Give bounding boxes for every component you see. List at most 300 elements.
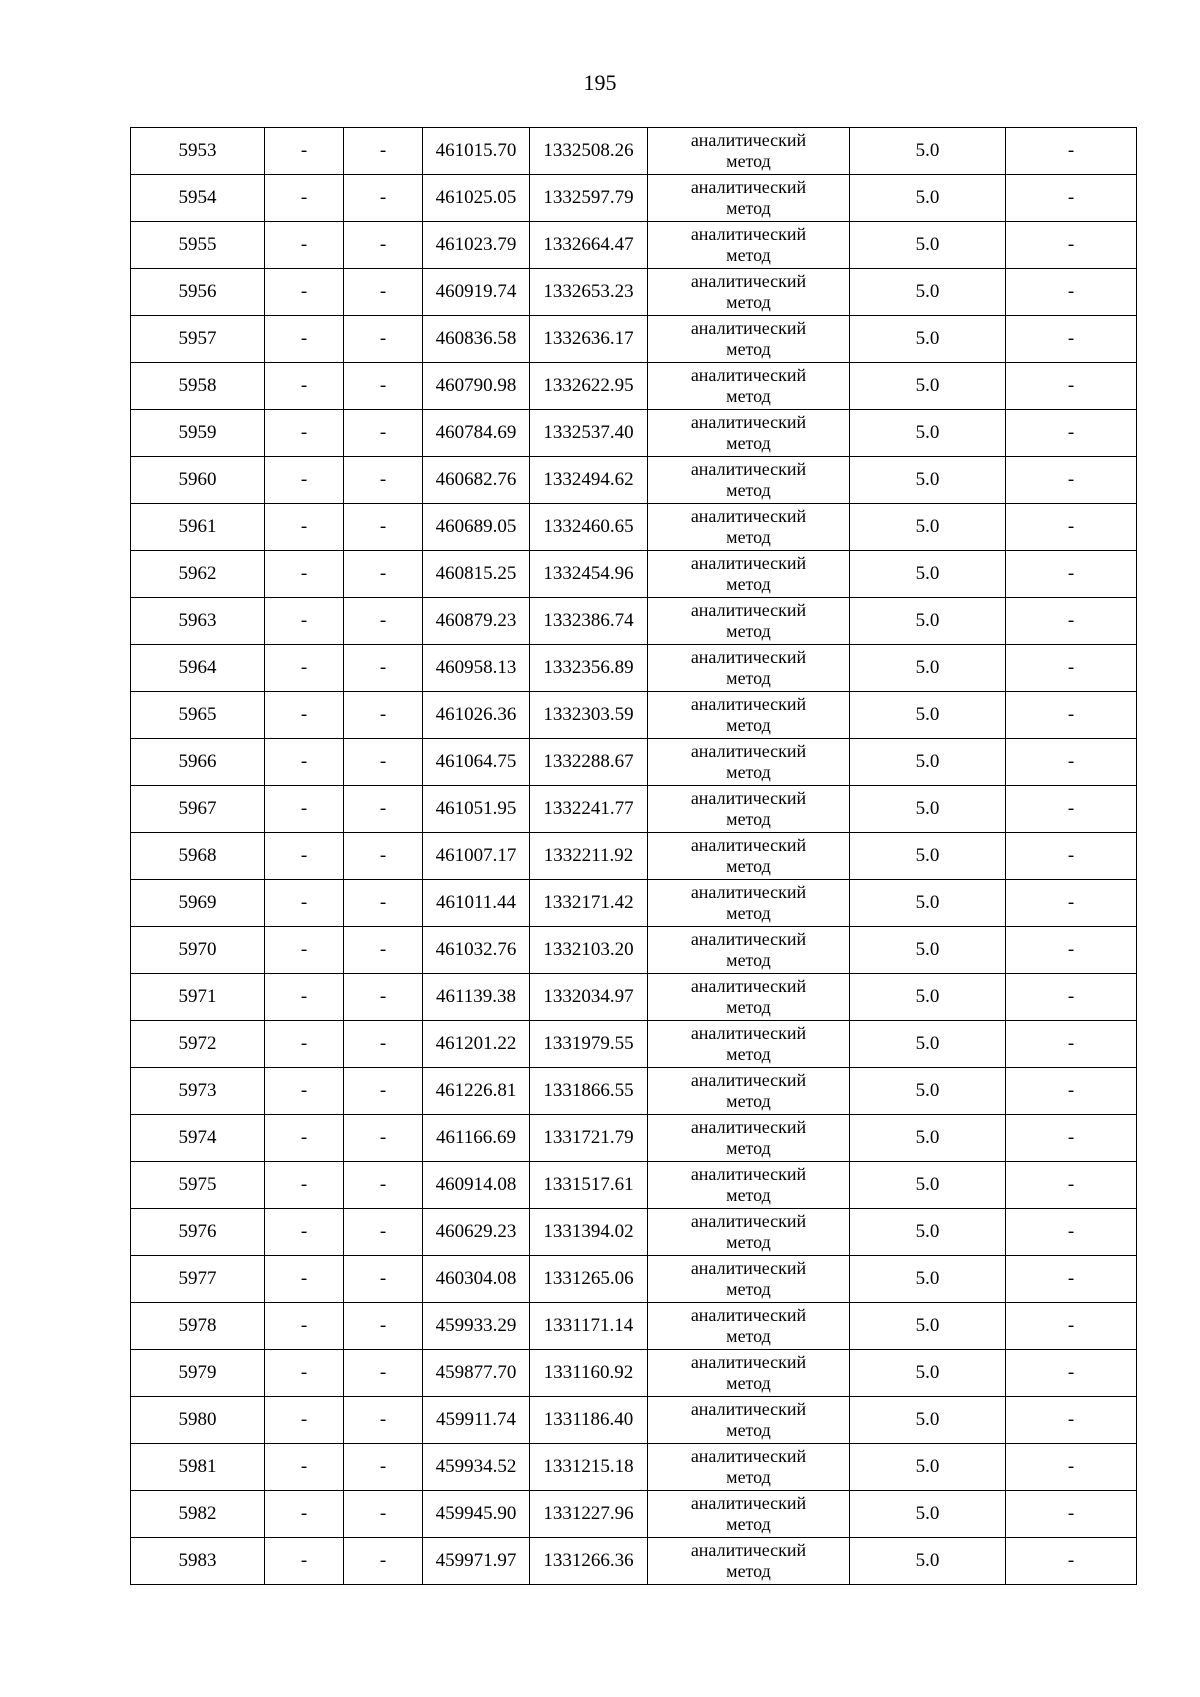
- method-text: аналитический: [690, 553, 807, 573]
- dash-cell: -: [1006, 598, 1137, 645]
- x-coordinate-cell: 460815.25: [423, 551, 530, 598]
- accuracy-cell: 5.0: [850, 457, 1006, 504]
- accuracy-cell: 5.0: [850, 316, 1006, 363]
- dash-cell: -: [265, 598, 344, 645]
- dash-cell: -: [344, 1115, 423, 1162]
- dash-cell: -: [265, 1209, 344, 1256]
- point-number-cell: 5982: [131, 1491, 265, 1538]
- point-number-cell: 5970: [131, 927, 265, 974]
- method-text: аналитический: [690, 1117, 807, 1137]
- accuracy-cell: 5.0: [850, 1350, 1006, 1397]
- table-body: [131, 128, 1137, 1585]
- accuracy-cell: 5.0: [850, 880, 1006, 927]
- y-coordinate-cell: 1331979.55: [530, 1021, 648, 1068]
- method-text: метод: [726, 715, 771, 735]
- x-coordinate-cell: 459934.52: [423, 1444, 530, 1491]
- point-number-cell: 5972: [131, 1021, 265, 1068]
- dash-cell: -: [265, 128, 344, 175]
- table-row: [131, 1303, 1137, 1350]
- accuracy-cell: 5.0: [850, 1209, 1006, 1256]
- method-text: метод: [726, 668, 771, 688]
- dash-cell: -: [1006, 1538, 1137, 1585]
- x-coordinate-cell: 460784.69: [423, 410, 530, 457]
- method-cell: [648, 410, 850, 457]
- accuracy-cell: 5.0: [850, 1397, 1006, 1444]
- y-coordinate-cell: 1331160.92: [530, 1350, 648, 1397]
- table-row: [131, 363, 1137, 410]
- dash-cell: -: [344, 1444, 423, 1491]
- dash-cell: -: [265, 1162, 344, 1209]
- method-text: аналитический: [690, 600, 807, 620]
- method-text: метод: [726, 574, 771, 594]
- dash-cell: -: [344, 1303, 423, 1350]
- point-number-cell: 5980: [131, 1397, 265, 1444]
- table-row: [131, 1209, 1137, 1256]
- y-coordinate-cell: 1332386.74: [530, 598, 648, 645]
- method-cell: [648, 1021, 850, 1068]
- method-cell: [648, 551, 850, 598]
- point-number-cell: 5956: [131, 269, 265, 316]
- dash-cell: -: [265, 222, 344, 269]
- point-number-cell: 5955: [131, 222, 265, 269]
- method-text: метод: [726, 386, 771, 406]
- table-row: [131, 1397, 1137, 1444]
- y-coordinate-cell: 1332288.67: [530, 739, 648, 786]
- x-coordinate-cell: 459971.97: [423, 1538, 530, 1585]
- dash-cell: -: [344, 457, 423, 504]
- method-cell: [648, 974, 850, 1021]
- method-text: аналитический: [690, 459, 807, 479]
- method-text: метод: [726, 809, 771, 829]
- y-coordinate-cell: 1332460.65: [530, 504, 648, 551]
- method-cell: [648, 457, 850, 504]
- table-row: [131, 692, 1137, 739]
- method-text: аналитический: [690, 694, 807, 714]
- method-cell: [648, 927, 850, 974]
- accuracy-cell: 5.0: [850, 1303, 1006, 1350]
- dash-cell: -: [265, 692, 344, 739]
- accuracy-cell: 5.0: [850, 1115, 1006, 1162]
- x-coordinate-cell: 461226.81: [423, 1068, 530, 1115]
- method-text: метод: [726, 621, 771, 641]
- table-row: [131, 1115, 1137, 1162]
- dash-cell: -: [344, 1021, 423, 1068]
- method-text: аналитический: [690, 1211, 807, 1231]
- method-text: аналитический: [690, 647, 807, 667]
- method-cell: [648, 645, 850, 692]
- dash-cell: -: [344, 833, 423, 880]
- dash-cell: -: [265, 1491, 344, 1538]
- method-cell: [648, 786, 850, 833]
- y-coordinate-cell: 1332597.79: [530, 175, 648, 222]
- method-cell: [648, 692, 850, 739]
- dash-cell: -: [344, 927, 423, 974]
- dash-cell: -: [265, 786, 344, 833]
- table-row: [131, 128, 1137, 175]
- accuracy-cell: 5.0: [850, 692, 1006, 739]
- method-text: аналитический: [690, 1399, 807, 1419]
- x-coordinate-cell: 461051.95: [423, 786, 530, 833]
- dash-cell: -: [265, 1350, 344, 1397]
- method-text: аналитический: [690, 412, 807, 432]
- method-text: аналитический: [690, 1305, 807, 1325]
- dash-cell: -: [344, 1538, 423, 1585]
- method-text: метод: [726, 1185, 771, 1205]
- accuracy-cell: 5.0: [850, 739, 1006, 786]
- dash-cell: -: [344, 410, 423, 457]
- dash-cell: -: [344, 363, 423, 410]
- y-coordinate-cell: 1332241.77: [530, 786, 648, 833]
- method-text: аналитический: [690, 1023, 807, 1043]
- accuracy-cell: 5.0: [850, 363, 1006, 410]
- dash-cell: -: [1006, 880, 1137, 927]
- dash-cell: -: [344, 786, 423, 833]
- dash-cell: -: [344, 128, 423, 175]
- table-row: [131, 645, 1137, 692]
- method-text: аналитический: [690, 130, 807, 150]
- table-row: [131, 598, 1137, 645]
- x-coordinate-cell: 461011.44: [423, 880, 530, 927]
- table-row: [131, 833, 1137, 880]
- method-text: метод: [726, 292, 771, 312]
- method-text: метод: [726, 1091, 771, 1111]
- y-coordinate-cell: 1332622.95: [530, 363, 648, 410]
- x-coordinate-cell: 461166.69: [423, 1115, 530, 1162]
- method-text: аналитический: [690, 506, 807, 526]
- method-text: метод: [726, 1044, 771, 1064]
- method-text: метод: [726, 950, 771, 970]
- dash-cell: -: [344, 1162, 423, 1209]
- y-coordinate-cell: 1331186.40: [530, 1397, 648, 1444]
- accuracy-cell: 5.0: [850, 175, 1006, 222]
- dash-cell: -: [265, 645, 344, 692]
- method-cell: [648, 1162, 850, 1209]
- method-text: аналитический: [690, 976, 807, 996]
- dash-cell: -: [1006, 1256, 1137, 1303]
- page-number: 195: [583, 70, 617, 95]
- y-coordinate-cell: 1332653.23: [530, 269, 648, 316]
- dash-cell: -: [265, 316, 344, 363]
- method-cell: [648, 269, 850, 316]
- dash-cell: -: [344, 739, 423, 786]
- dash-cell: -: [265, 269, 344, 316]
- dash-cell: -: [1006, 739, 1137, 786]
- dash-cell: -: [344, 598, 423, 645]
- point-number-cell: 5976: [131, 1209, 265, 1256]
- accuracy-cell: 5.0: [850, 1068, 1006, 1115]
- method-cell: [648, 1350, 850, 1397]
- method-text: метод: [726, 903, 771, 923]
- x-coordinate-cell: 461026.36: [423, 692, 530, 739]
- dash-cell: -: [1006, 410, 1137, 457]
- table-row: [131, 1444, 1137, 1491]
- x-coordinate-cell: 461023.79: [423, 222, 530, 269]
- x-coordinate-cell: 460304.08: [423, 1256, 530, 1303]
- accuracy-cell: 5.0: [850, 786, 1006, 833]
- y-coordinate-cell: 1332508.26: [530, 128, 648, 175]
- method-text: аналитический: [690, 788, 807, 808]
- method-cell: [648, 504, 850, 551]
- dash-cell: -: [344, 1256, 423, 1303]
- dash-cell: -: [1006, 1350, 1137, 1397]
- accuracy-cell: 5.0: [850, 1538, 1006, 1585]
- dash-cell: -: [344, 1350, 423, 1397]
- table-row: [131, 1538, 1137, 1585]
- method-text: аналитический: [690, 1540, 807, 1560]
- dash-cell: -: [1006, 316, 1137, 363]
- dash-cell: -: [344, 504, 423, 551]
- dash-cell: -: [1006, 1068, 1137, 1115]
- dash-cell: -: [265, 739, 344, 786]
- dash-cell: -: [1006, 551, 1137, 598]
- table-row: [131, 739, 1137, 786]
- y-coordinate-cell: 1332303.59: [530, 692, 648, 739]
- dash-cell: -: [1006, 1397, 1137, 1444]
- dash-cell: -: [265, 1068, 344, 1115]
- dash-cell: -: [1006, 927, 1137, 974]
- table-row: [131, 410, 1137, 457]
- x-coordinate-cell: 461015.70: [423, 128, 530, 175]
- dash-cell: -: [1006, 1021, 1137, 1068]
- method-cell: [648, 175, 850, 222]
- method-text: метод: [726, 1232, 771, 1252]
- method-text: метод: [726, 997, 771, 1017]
- x-coordinate-cell: 460682.76: [423, 457, 530, 504]
- y-coordinate-cell: 1332103.20: [530, 927, 648, 974]
- table-row: [131, 974, 1137, 1021]
- table-row: [131, 222, 1137, 269]
- dash-cell: -: [1006, 1162, 1137, 1209]
- dash-cell: -: [1006, 1115, 1137, 1162]
- dash-cell: -: [344, 222, 423, 269]
- method-cell: [648, 1538, 850, 1585]
- x-coordinate-cell: 460914.08: [423, 1162, 530, 1209]
- dash-cell: -: [344, 880, 423, 927]
- dash-cell: -: [344, 551, 423, 598]
- method-text: метод: [726, 762, 771, 782]
- dash-cell: -: [1006, 1444, 1137, 1491]
- accuracy-cell: 5.0: [850, 927, 1006, 974]
- dash-cell: -: [1006, 222, 1137, 269]
- dash-cell: -: [344, 1491, 423, 1538]
- method-text: аналитический: [690, 1352, 807, 1372]
- accuracy-cell: 5.0: [850, 551, 1006, 598]
- table-row: [131, 1021, 1137, 1068]
- table-row: [131, 1350, 1137, 1397]
- coordinates-table: [130, 127, 1137, 1585]
- point-number-cell: 5961: [131, 504, 265, 551]
- dash-cell: -: [265, 175, 344, 222]
- x-coordinate-cell: 459911.74: [423, 1397, 530, 1444]
- method-text: метод: [726, 1279, 771, 1299]
- method-text: аналитический: [690, 365, 807, 385]
- dash-cell: -: [1006, 504, 1137, 551]
- method-cell: [648, 316, 850, 363]
- table-row: [131, 551, 1137, 598]
- accuracy-cell: 5.0: [850, 1162, 1006, 1209]
- accuracy-cell: 5.0: [850, 1491, 1006, 1538]
- x-coordinate-cell: 459933.29: [423, 1303, 530, 1350]
- method-text: аналитический: [690, 177, 807, 197]
- method-text: метод: [726, 245, 771, 265]
- table-row: [131, 1068, 1137, 1115]
- table-row: [131, 880, 1137, 927]
- y-coordinate-cell: 1331517.61: [530, 1162, 648, 1209]
- method-text: аналитический: [690, 271, 807, 291]
- accuracy-cell: 5.0: [850, 974, 1006, 1021]
- table-row: [131, 786, 1137, 833]
- point-number-cell: 5969: [131, 880, 265, 927]
- method-cell: [648, 363, 850, 410]
- table-row: [131, 269, 1137, 316]
- y-coordinate-cell: 1332664.47: [530, 222, 648, 269]
- dash-cell: -: [1006, 363, 1137, 410]
- dash-cell: -: [265, 1115, 344, 1162]
- point-number-cell: 5958: [131, 363, 265, 410]
- x-coordinate-cell: 461201.22: [423, 1021, 530, 1068]
- point-number-cell: 5968: [131, 833, 265, 880]
- method-text: метод: [726, 339, 771, 359]
- y-coordinate-cell: 1331265.06: [530, 1256, 648, 1303]
- method-text: метод: [726, 527, 771, 547]
- dash-cell: -: [344, 1397, 423, 1444]
- dash-cell: -: [1006, 457, 1137, 504]
- accuracy-cell: 5.0: [850, 1021, 1006, 1068]
- y-coordinate-cell: 1332211.92: [530, 833, 648, 880]
- dash-cell: -: [344, 1209, 423, 1256]
- y-coordinate-cell: 1331266.36: [530, 1538, 648, 1585]
- dash-cell: -: [344, 269, 423, 316]
- method-text: метод: [726, 1373, 771, 1393]
- method-text: аналитический: [690, 224, 807, 244]
- x-coordinate-cell: 461032.76: [423, 927, 530, 974]
- table-row: [131, 175, 1137, 222]
- method-text: аналитический: [690, 882, 807, 902]
- method-cell: [648, 222, 850, 269]
- table-row: [131, 1491, 1137, 1538]
- dash-cell: -: [265, 1444, 344, 1491]
- method-text: метод: [726, 1138, 771, 1158]
- x-coordinate-cell: 460689.05: [423, 504, 530, 551]
- x-coordinate-cell: 460629.23: [423, 1209, 530, 1256]
- x-coordinate-cell: 461139.38: [423, 974, 530, 1021]
- method-text: метод: [726, 856, 771, 876]
- dash-cell: -: [1006, 1209, 1137, 1256]
- method-cell: [648, 1303, 850, 1350]
- point-number-cell: 5965: [131, 692, 265, 739]
- table-row: [131, 316, 1137, 363]
- y-coordinate-cell: 1332494.62: [530, 457, 648, 504]
- dash-cell: -: [265, 457, 344, 504]
- method-text: аналитический: [690, 929, 807, 949]
- dash-cell: -: [265, 1303, 344, 1350]
- dash-cell: -: [1006, 645, 1137, 692]
- x-coordinate-cell: 461025.05: [423, 175, 530, 222]
- dash-cell: -: [344, 175, 423, 222]
- point-number-cell: 5962: [131, 551, 265, 598]
- dash-cell: -: [1006, 1491, 1137, 1538]
- dash-cell: -: [265, 1256, 344, 1303]
- dash-cell: -: [265, 551, 344, 598]
- dash-cell: -: [265, 880, 344, 927]
- x-coordinate-cell: 459877.70: [423, 1350, 530, 1397]
- point-number-cell: 5966: [131, 739, 265, 786]
- point-number-cell: 5974: [131, 1115, 265, 1162]
- x-coordinate-cell: 460879.23: [423, 598, 530, 645]
- method-text: метод: [726, 1420, 771, 1440]
- method-cell: [648, 1068, 850, 1115]
- point-number-cell: 5979: [131, 1350, 265, 1397]
- method-text: метод: [726, 1467, 771, 1487]
- x-coordinate-cell: 461007.17: [423, 833, 530, 880]
- method-text: метод: [726, 151, 771, 171]
- accuracy-cell: 5.0: [850, 598, 1006, 645]
- table-row: [131, 1162, 1137, 1209]
- point-number-cell: 5975: [131, 1162, 265, 1209]
- y-coordinate-cell: 1331866.55: [530, 1068, 648, 1115]
- method-cell: [648, 1444, 850, 1491]
- y-coordinate-cell: 1331227.96: [530, 1491, 648, 1538]
- accuracy-cell: 5.0: [850, 222, 1006, 269]
- method-text: метод: [726, 1514, 771, 1534]
- dash-cell: -: [344, 645, 423, 692]
- method-text: аналитический: [690, 1070, 807, 1090]
- accuracy-cell: 5.0: [850, 833, 1006, 880]
- method-text: аналитический: [690, 1493, 807, 1513]
- dash-cell: -: [265, 1021, 344, 1068]
- point-number-cell: 5983: [131, 1538, 265, 1585]
- dash-cell: -: [1006, 128, 1137, 175]
- method-text: метод: [726, 1326, 771, 1346]
- dash-cell: -: [344, 1068, 423, 1115]
- dash-cell: -: [1006, 1303, 1137, 1350]
- dash-cell: -: [1006, 692, 1137, 739]
- x-coordinate-cell: 460919.74: [423, 269, 530, 316]
- dash-cell: -: [265, 833, 344, 880]
- method-text: аналитический: [690, 318, 807, 338]
- accuracy-cell: 5.0: [850, 1256, 1006, 1303]
- method-text: аналитический: [690, 741, 807, 761]
- point-number-cell: 5967: [131, 786, 265, 833]
- point-number-cell: 5971: [131, 974, 265, 1021]
- table-row: [131, 504, 1137, 551]
- table-row: [131, 1256, 1137, 1303]
- dash-cell: -: [344, 316, 423, 363]
- method-text: метод: [726, 433, 771, 453]
- method-cell: [648, 128, 850, 175]
- point-number-cell: 5973: [131, 1068, 265, 1115]
- dash-cell: -: [265, 974, 344, 1021]
- point-number-cell: 5960: [131, 457, 265, 504]
- x-coordinate-cell: 461064.75: [423, 739, 530, 786]
- point-number-cell: 5978: [131, 1303, 265, 1350]
- point-number-cell: 5964: [131, 645, 265, 692]
- point-number-cell: 5957: [131, 316, 265, 363]
- accuracy-cell: 5.0: [850, 410, 1006, 457]
- accuracy-cell: 5.0: [850, 645, 1006, 692]
- method-cell: [648, 1491, 850, 1538]
- table-row: [131, 927, 1137, 974]
- y-coordinate-cell: 1332034.97: [530, 974, 648, 1021]
- dash-cell: -: [265, 410, 344, 457]
- y-coordinate-cell: 1332356.89: [530, 645, 648, 692]
- x-coordinate-cell: 460836.58: [423, 316, 530, 363]
- accuracy-cell: 5.0: [850, 504, 1006, 551]
- accuracy-cell: 5.0: [850, 269, 1006, 316]
- method-cell: [648, 1209, 850, 1256]
- dash-cell: -: [1006, 786, 1137, 833]
- y-coordinate-cell: 1332171.42: [530, 880, 648, 927]
